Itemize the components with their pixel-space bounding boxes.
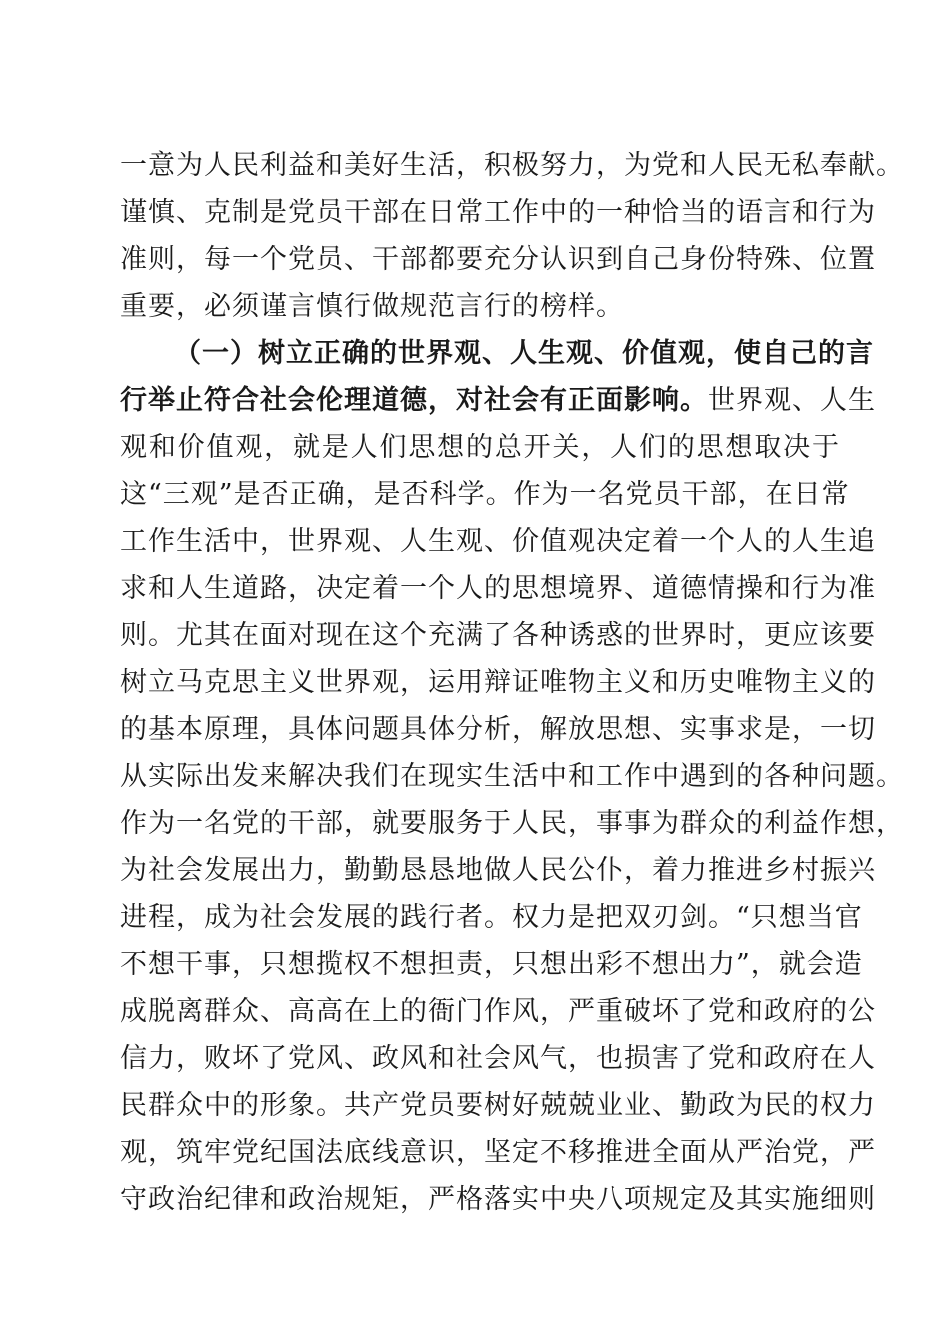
text-line: 求和人生道路，决定着一个人的思想境界、道德情操和行为准 xyxy=(120,573,876,604)
text-line: 这“三观”是否正确，是否科学。作为一名党员干部，在日常 xyxy=(120,479,850,510)
section-heading-line: （一）树立正确的世界观、人生观、价值观，使自己的言 xyxy=(174,338,874,369)
section-heading-line-continued xyxy=(120,379,876,423)
text-line: 树立马克思主义世界观，运用辩证唯物主义和历史唯物主义的 xyxy=(120,667,876,698)
text-line: 作为一名党的干部，就要服务于人民，事事为群众的利益作想， xyxy=(120,808,904,839)
text-line: 观，筑牢党纪国法底线意识，坚定不移推进全面从严治党，严 xyxy=(120,1137,876,1168)
text-line: 的基本原理，具体问题具体分析，解放思想、实事求是，一切 xyxy=(120,714,876,745)
text-line: 为社会发展出力，勤勤恳恳地做人民公仆，着力推进乡村振兴 xyxy=(120,855,876,886)
text-line: 重要，必须谨言慎行做规范言行的榜样。 xyxy=(120,291,624,322)
text-line: 不想干事，只想揽权不想担责，只想出彩不想出力”，就会造 xyxy=(120,949,863,980)
text-line: 工作生活中，世界观、人生观、价值观决定着一个人的人生追 xyxy=(120,526,876,557)
text-line: 准则，每一个党员、干部都要充分认识到自己身份特殊、位置 xyxy=(120,244,876,275)
section-heading-end: 行举止符合社会伦理道德，对社会有正面影响。 xyxy=(120,385,708,416)
text-line: 一意为人民利益和美好生活，积极努力，为党和人民无私奉献。 xyxy=(120,150,904,181)
text-line: 谨慎、克制是党员干部在日常工作中的一种恰当的语言和行为 xyxy=(120,197,876,228)
text-line: 观和价值观，就是人们思想的总开关，人们的思想取决于 xyxy=(120,432,840,463)
text-line: 则。尤其在面对现在这个充满了各种诱惑的世界时，更应该要 xyxy=(120,620,876,651)
text-line: 进程，成为社会发展的践行者。权力是把双刃剑。“只想当官 xyxy=(120,902,863,933)
text-line: 从实际出发来解决我们在现实生活中和工作中遇到的各种问题。 xyxy=(120,761,904,792)
text-line: 守政治纪律和政治规矩，严格落实中央八项规定及其实施细则 xyxy=(120,1184,876,1215)
text-line: 信力，败坏了党风、政风和社会风气，也损害了党和政府在人 xyxy=(120,1043,876,1074)
text-line: 民群众中的形象。共产党员要树好兢兢业业、勤政为民的权力 xyxy=(120,1090,876,1121)
text-run: 世界观、人生 xyxy=(708,385,876,416)
text-line: 成脱离群众、高高在上的衙门作风，严重破坏了党和政府的公 xyxy=(120,996,876,1027)
